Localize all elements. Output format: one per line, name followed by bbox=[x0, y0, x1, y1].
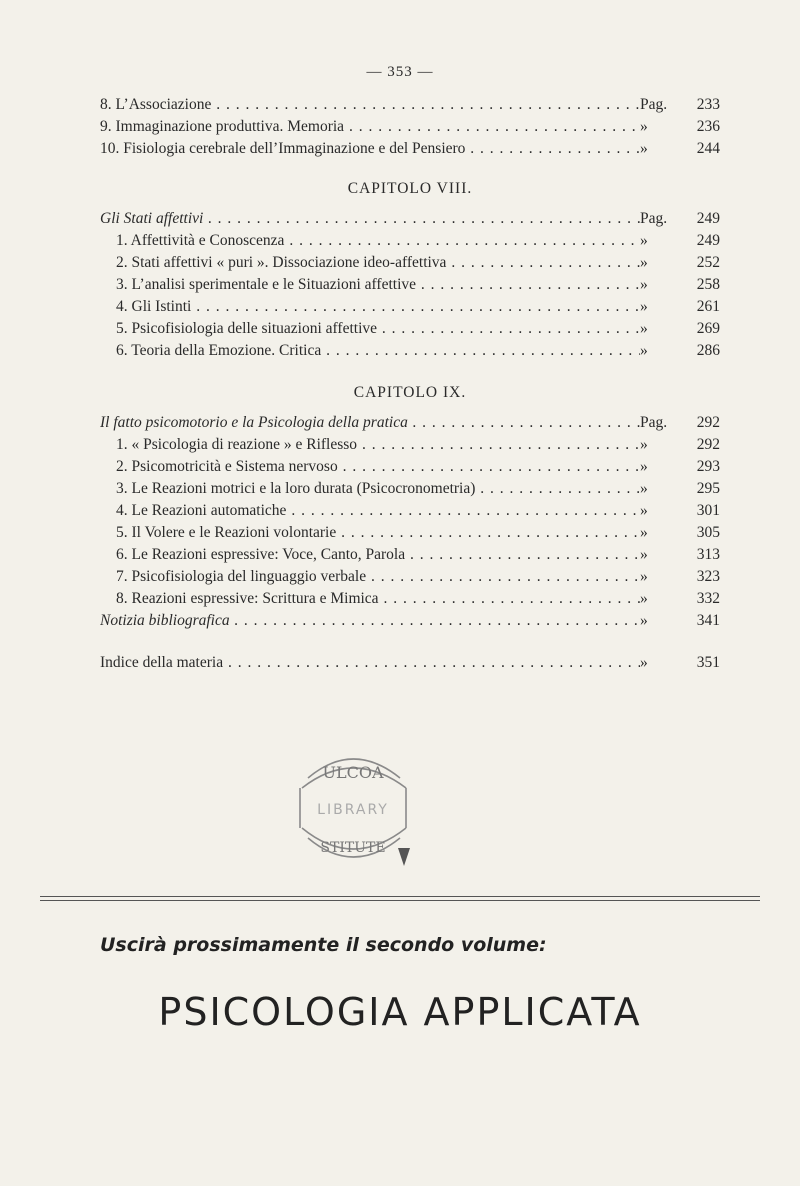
divider bbox=[40, 896, 760, 901]
toc-entry-page: 323 bbox=[696, 568, 720, 585]
toc-heading-label: Notizia bibliografica bbox=[100, 612, 230, 629]
toc-entry-label: 5. Il Volere e le Reazioni volontarie bbox=[116, 524, 337, 541]
toc-heading-row bbox=[100, 210, 720, 232]
toc-row bbox=[100, 140, 720, 162]
toc-entry-page: 292 bbox=[696, 436, 720, 453]
toc-row bbox=[100, 480, 720, 502]
table-of-contents bbox=[100, 96, 720, 676]
toc-entry-page: 295 bbox=[696, 480, 720, 497]
toc-entry-page: 236 bbox=[696, 118, 720, 135]
toc-row bbox=[100, 436, 720, 458]
toc-entry-page: 249 bbox=[696, 210, 720, 227]
toc-entry-pag: Pag. bbox=[640, 96, 668, 113]
toc-entry-label: 8. Reazioni espressive: Scrittura e Mimica bbox=[116, 590, 379, 607]
toc-row bbox=[100, 524, 720, 546]
toc-entry-page: 341 bbox=[696, 612, 720, 629]
toc-entry-pag: Pag. bbox=[640, 210, 668, 227]
toc-entry-page: 293 bbox=[696, 458, 720, 475]
toc-entry-pag: » bbox=[640, 612, 648, 629]
toc-entry-label: 7. Psicofisiologia del linguaggio verbale bbox=[116, 568, 367, 585]
toc-entry-pag: » bbox=[640, 590, 648, 607]
toc-entry-label: 3. Le Reazioni motrici e la loro durata (Psicocronometria) bbox=[116, 480, 476, 497]
toc-entry-page: 292 bbox=[696, 414, 720, 431]
toc-entry-label: Indice della materia bbox=[100, 654, 224, 671]
toc-entry-label: 6. Teoria della Emozione. Critica bbox=[116, 342, 322, 359]
stamp-top-text: ULCOA bbox=[322, 763, 384, 782]
toc-heading-label: Il fatto psicomotorio e la Psicologia della pratica bbox=[100, 414, 408, 431]
toc-entry-page: 252 bbox=[696, 254, 720, 271]
toc-entry-label: 4. Le Reazioni automatiche bbox=[116, 502, 287, 519]
toc-entry-page: 313 bbox=[696, 546, 720, 563]
toc-row bbox=[100, 546, 720, 568]
book-title: PSICOLOGIA APPLICATA bbox=[158, 990, 642, 1034]
toc-row bbox=[100, 232, 720, 254]
toc-entry-page: 351 bbox=[696, 654, 720, 671]
toc-entry-label: 6. Le Reazioni espressive: Voce, Canto, Parola bbox=[116, 546, 406, 563]
toc-row bbox=[100, 96, 720, 118]
toc-entry-pag: Pag. bbox=[640, 414, 668, 431]
toc-row bbox=[100, 458, 720, 480]
toc-row bbox=[100, 118, 720, 140]
toc-entry-page: 261 bbox=[696, 298, 720, 315]
toc-entry-pag: » bbox=[640, 502, 648, 519]
stamp-bottom-text: STITUTE bbox=[320, 840, 386, 856]
toc-entry-pag: » bbox=[640, 342, 648, 359]
toc-entry-label: 9. Immaginazione produttiva. Memoria bbox=[100, 118, 345, 135]
toc-entry-page: 269 bbox=[696, 320, 720, 337]
toc-entry-label: 10. Fisiologia cerebrale dell’Immaginazione e del Pensiero bbox=[100, 140, 466, 157]
toc-row bbox=[100, 298, 720, 320]
toc-row bbox=[100, 254, 720, 276]
toc-entry-label: 1. « Psicologia di reazione » e Riflesso bbox=[116, 436, 358, 453]
toc-entry-pag: » bbox=[640, 276, 648, 293]
toc-entry-label: 3. L’analisi sperimentale e le Situazioni affettive bbox=[116, 276, 417, 293]
toc-entry-page: 301 bbox=[696, 502, 720, 519]
toc-entry-page: 233 bbox=[696, 96, 720, 113]
announcement: Uscirà prossimamente il secondo volume: bbox=[100, 934, 547, 956]
chapter-title: CAPITOLO IX. bbox=[353, 384, 467, 401]
toc-row bbox=[100, 320, 720, 342]
toc-row bbox=[100, 276, 720, 298]
toc-entry-pag: » bbox=[640, 140, 648, 157]
toc-entry-pag: » bbox=[640, 118, 648, 135]
toc-entry-pag: » bbox=[640, 232, 648, 249]
toc-entry-label: 2. Stati affettivi « puri ». Dissociazione ideo-affettiva bbox=[116, 254, 447, 271]
toc-entry-pag: » bbox=[640, 568, 648, 585]
toc-entry-pag: » bbox=[640, 524, 648, 541]
toc-row bbox=[100, 502, 720, 524]
toc-entry-page: 244 bbox=[696, 140, 720, 157]
toc-entry-label: 2. Psicomotricità e Sistema nervoso bbox=[116, 458, 338, 475]
toc-entry-page: 258 bbox=[696, 276, 720, 293]
toc-heading-row bbox=[100, 414, 720, 436]
toc-row bbox=[100, 342, 720, 364]
toc-entry-page: 332 bbox=[696, 590, 720, 607]
toc-row bbox=[100, 568, 720, 590]
toc-entry-pag: » bbox=[640, 654, 648, 671]
library-stamp-icon bbox=[278, 748, 428, 868]
toc-entry-label: 1. Affettività e Conoscenza bbox=[116, 232, 285, 249]
toc-heading-label: Gli Stati affettivi bbox=[100, 210, 204, 227]
toc-entry-label: 4. Gli Istinti bbox=[116, 298, 192, 315]
toc-entry-label: 8. L’Associazione bbox=[100, 96, 212, 113]
toc-entry-pag: » bbox=[640, 298, 648, 315]
toc-entry-pag: » bbox=[640, 458, 648, 475]
toc-entry-pag: » bbox=[640, 480, 648, 497]
toc-entry-page: 305 bbox=[696, 524, 720, 541]
toc-heading-row bbox=[100, 612, 720, 634]
toc-entry-pag: » bbox=[640, 320, 648, 337]
chapter-title: CAPITOLO VIII. bbox=[347, 180, 473, 197]
toc-row bbox=[100, 654, 720, 676]
toc-entry-page: 286 bbox=[696, 342, 720, 359]
toc-entry-pag: » bbox=[640, 546, 648, 563]
page-number: — 353 — bbox=[366, 64, 434, 80]
toc-entry-label: 5. Psicofisiologia delle situazioni affettive bbox=[116, 320, 378, 337]
toc-row bbox=[100, 590, 720, 612]
toc-entry-pag: » bbox=[640, 254, 648, 271]
toc-entry-pag: » bbox=[640, 436, 648, 453]
toc-entry-page: 249 bbox=[696, 232, 720, 249]
stamp-middle-text: LIBRARY bbox=[317, 802, 389, 818]
